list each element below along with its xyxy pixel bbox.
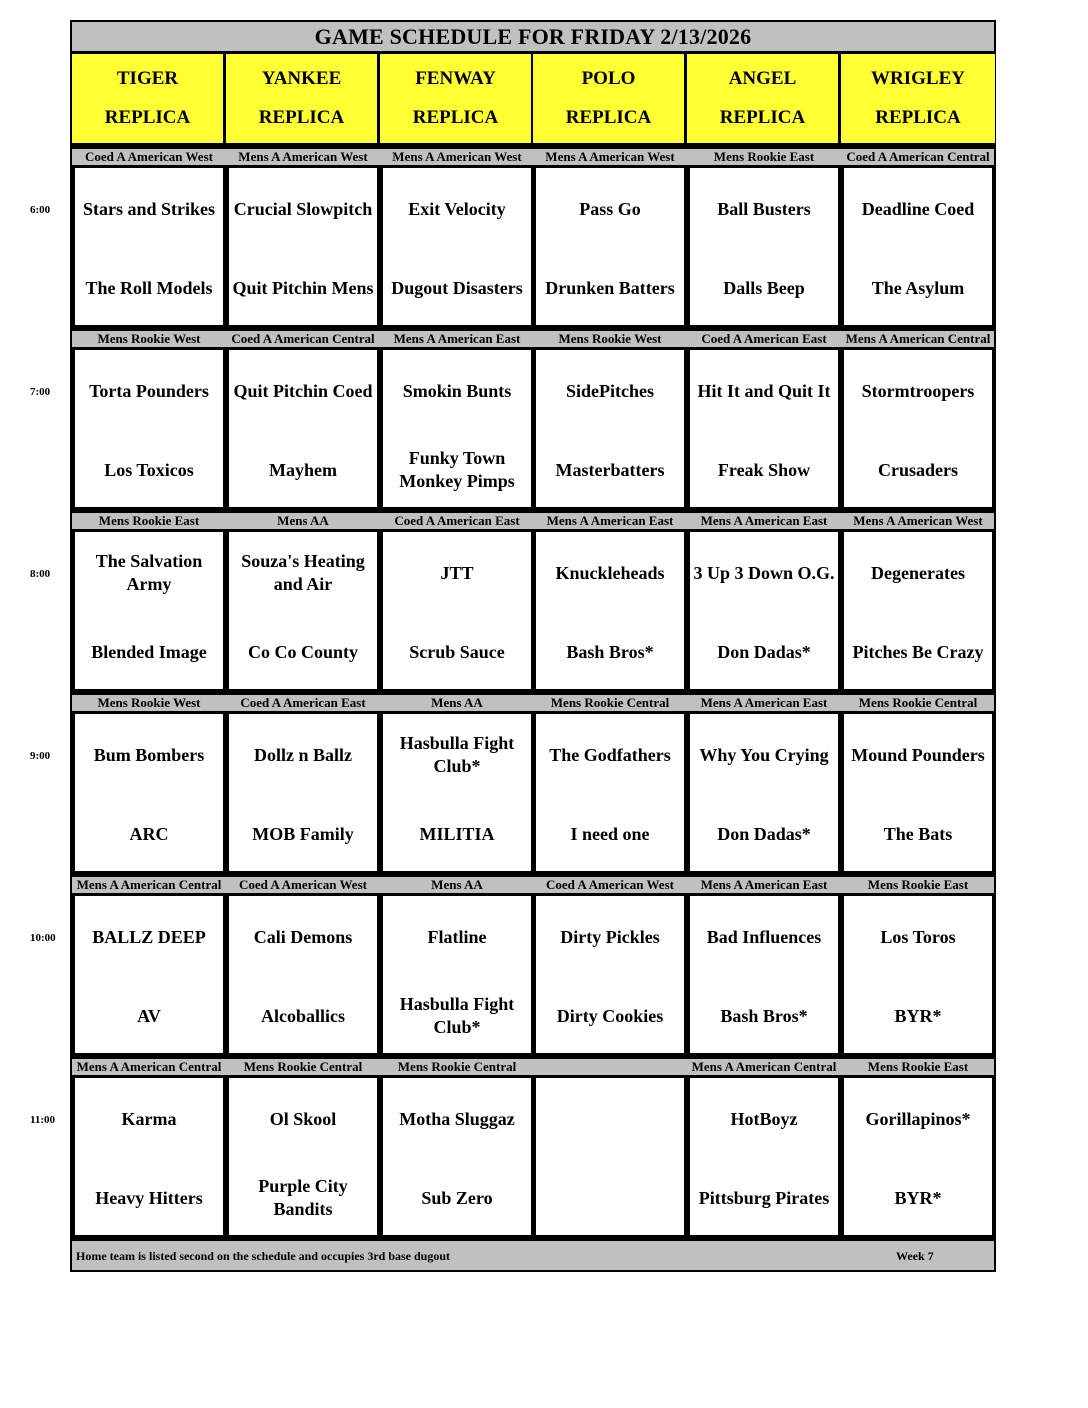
field-name: ANGEL [728,68,797,90]
division-label: Coed A American West [546,877,674,892]
division-label: Mens A American East [700,877,828,892]
visiting-team: Stars and Strikes [82,198,216,219]
game-cell [841,1078,995,1238]
home-team: Masterbatters [555,459,665,480]
visiting-team: JTT [440,562,474,583]
division-label: Coed A American East [394,513,520,528]
home-team: The Bats [883,823,953,844]
division-label [533,1059,687,1075]
division-label: Mens A American Central [76,877,222,892]
field-subtitle: REPLICA [875,106,961,128]
game-cell [533,350,687,510]
division-label: Mens Rookie East [867,877,969,892]
visiting-team: Mound Pounders [851,744,985,765]
home-team: Scrub Sauce [409,641,505,662]
home-team: MILITIA [419,823,495,844]
home-team: Los Toxicos [104,459,194,480]
field-name: YANKEE [261,68,342,90]
home-team: The Asylum [871,277,965,298]
field-header [687,54,841,146]
home-team: Don Dadas* [717,823,811,844]
visiting-team: Flatline [427,926,487,947]
game-cell [226,168,380,328]
visiting-team: The Godfathers [549,744,671,765]
visiting-team: HotBoyz [730,1108,798,1129]
home-team: Drunken Batters [545,277,675,298]
visiting-team: Los Toros [880,926,956,947]
field-subtitle: REPLICA [412,106,499,128]
division-label: Mens A American Central [76,1059,222,1074]
division-label: Mens Rookie Central [243,1059,363,1074]
game-cell [226,1078,380,1238]
time-label: 6:00 [30,204,51,216]
visiting-team: Quit Pitchin Coed [233,380,373,401]
division-label: Mens A American East [546,513,674,528]
division-label: Mens AA [431,695,483,710]
game-cell [533,714,687,874]
home-team: ARC [129,823,169,844]
game-cell [533,532,687,692]
division-label: Mens Rookie East [867,1059,969,1074]
visiting-team: Hit It and Quit It [697,380,831,401]
game-cell [226,532,380,692]
division-label: Mens Rookie East [98,513,200,528]
game-cell [687,532,841,692]
game-cell [687,350,841,510]
division-label: Mens Rookie Central [858,695,978,710]
division-label: Mens A American East [700,695,828,710]
game-cell [72,896,226,1056]
division-label: Coed A American West [239,877,367,892]
division-label: Mens A American West [545,149,675,164]
division-label: Mens A American West [392,149,522,164]
home-team: Don Dadas* [717,641,811,662]
field-subtitle: REPLICA [565,106,652,128]
home-team: Quit Pitchin Mens [232,277,374,298]
division-label: Mens Rookie Central [550,695,670,710]
home-team: Dugout Disasters [391,277,523,298]
game-cell [72,532,226,692]
home-team: Pittsburg Pirates [698,1187,830,1208]
home-team: Co Co County [247,641,358,662]
home-team-note: Home team is listed second on the schedule and occupies 3rd base dugout [76,1249,451,1263]
game-cell [533,896,687,1056]
game-cell [226,896,380,1056]
visiting-team: Degenerates [871,562,965,583]
game-cell [841,714,995,874]
field-header [533,54,687,146]
division-label: Mens AA [277,513,329,528]
game-cell [72,350,226,510]
time-label: 8:00 [30,568,51,580]
game-cell [380,714,534,874]
week-label: Week 7 [896,1249,934,1263]
time-label: 11:00 [30,1114,56,1126]
game-cell [72,168,226,328]
field-name: TIGER [116,68,179,90]
field-header [380,54,534,146]
time-label: 9:00 [30,750,51,762]
home-team: Mayhem [269,459,337,480]
game-cell [687,896,841,1056]
home-team: The Roll Models [85,277,213,298]
home-team: Hasbulla Fight Club* [399,994,515,1037]
visiting-team: Bum Bombers [93,744,205,765]
schedule-title: GAME SCHEDULE FOR FRIDAY 2/13/2026 [72,22,994,54]
division-label: Mens Rookie West [97,331,201,346]
field-subtitle: REPLICA [719,106,806,128]
division-label: Coed A American East [240,695,366,710]
home-team: I need one [570,823,650,844]
game-cell [841,350,995,510]
game-cell [226,714,380,874]
division-label: Mens A American West [853,513,983,528]
game-cell [687,168,841,328]
division-label: Coed A American West [85,149,213,164]
visiting-team: Hasbulla Fight Club* [399,733,515,776]
game-cell [72,714,226,874]
home-team [536,1173,684,1223]
visiting-team: Motha Sluggaz [399,1108,515,1129]
division-label: Coed A American Central [231,331,375,346]
division-label: Mens Rookie Central [397,1059,517,1074]
time-label: 10:00 [30,932,56,944]
home-team: Funky Town Monkey Pimps [399,448,515,491]
field-header [226,54,380,146]
visiting-team: Ol Skool [269,1108,337,1129]
visiting-team [536,1094,684,1144]
division-label: Mens A American West [238,149,368,164]
home-team: Alcoballics [261,1005,345,1026]
home-team: Purple City Bandits [258,1176,348,1219]
visiting-team: BALLZ DEEP [92,926,206,947]
visiting-team: Crucial Slowpitch [233,198,373,219]
field-name: FENWAY [415,68,496,90]
visiting-team: Smokin Bunts [402,380,512,401]
field-subtitle: REPLICA [258,106,345,128]
time-label: 7:00 [30,386,51,398]
division-label: Mens A American Central [691,1059,837,1074]
game-cell [380,532,534,692]
division-label: Mens A American East [700,513,828,528]
division-label: Mens Rookie West [558,331,662,346]
home-team: BYR* [894,1187,942,1208]
game-cell [533,168,687,328]
schedule-footer [72,1238,994,1270]
home-team: Dalls Beep [723,277,805,298]
division-label: Coed A American East [701,331,827,346]
visiting-team: Souza's Heating and Air [241,551,365,594]
division-label: Mens AA [431,877,483,892]
game-cell [380,168,534,328]
visiting-team: The Salvation Army [95,551,203,594]
division-label: Mens A American East [393,331,521,346]
home-team: Sub Zero [421,1187,493,1208]
field-name: POLO [581,68,636,90]
home-team: MOB Family [252,823,354,844]
field-subtitle: REPLICA [104,106,191,128]
division-label: Mens Rookie West [97,695,201,710]
division-label: Mens Rookie East [713,149,815,164]
visiting-team: Bad Influences [706,926,822,947]
home-team: Blended Image [91,641,207,662]
home-team: Crusaders [878,459,958,480]
home-team: Freak Show [717,459,811,480]
visiting-team: Exit Velocity [408,198,506,219]
visiting-team: Karma [121,1108,177,1129]
visiting-team: Knuckleheads [555,562,665,583]
visiting-team: Pass Go [579,198,641,219]
field-header [841,54,995,146]
game-cell [841,168,995,328]
home-team: Bash Bros* [720,1005,808,1026]
game-cell [687,714,841,874]
visiting-team: Dirty Pickles [560,926,660,947]
visiting-team: Deadline Coed [861,198,975,219]
game-cell [226,350,380,510]
home-team: AV [137,1005,161,1026]
game-cell [533,1078,687,1238]
division-label: Coed A American Central [846,149,990,164]
game-cell [72,1078,226,1238]
field-name: WRIGLEY [871,68,965,90]
visiting-team: Dollz n Ballz [254,744,352,765]
game-cell [841,532,995,692]
home-team: Heavy Hitters [95,1187,203,1208]
home-team: Dirty Cookies [556,1005,664,1026]
game-cell [687,1078,841,1238]
game-cell [380,1078,534,1238]
home-team: Pitches Be Crazy [852,641,984,662]
visiting-team: Why You Crying [699,744,829,765]
visiting-team: SidePitches [566,380,654,401]
visiting-team: Gorillapinos* [865,1108,971,1129]
visiting-team: Ball Busters [717,198,811,219]
visiting-team: Cali Demons [253,926,353,947]
game-cell [380,896,534,1056]
field-header [72,54,226,146]
visiting-team: 3 Up 3 Down O.G. [693,562,835,583]
game-cell [380,350,534,510]
home-team: BYR* [894,1005,942,1026]
game-cell [841,896,995,1056]
visiting-team: Stormtroopers [861,380,975,401]
division-label: Mens A American Central [845,331,991,346]
visiting-team: Torta Pounders [89,380,209,401]
home-team: Bash Bros* [566,641,654,662]
